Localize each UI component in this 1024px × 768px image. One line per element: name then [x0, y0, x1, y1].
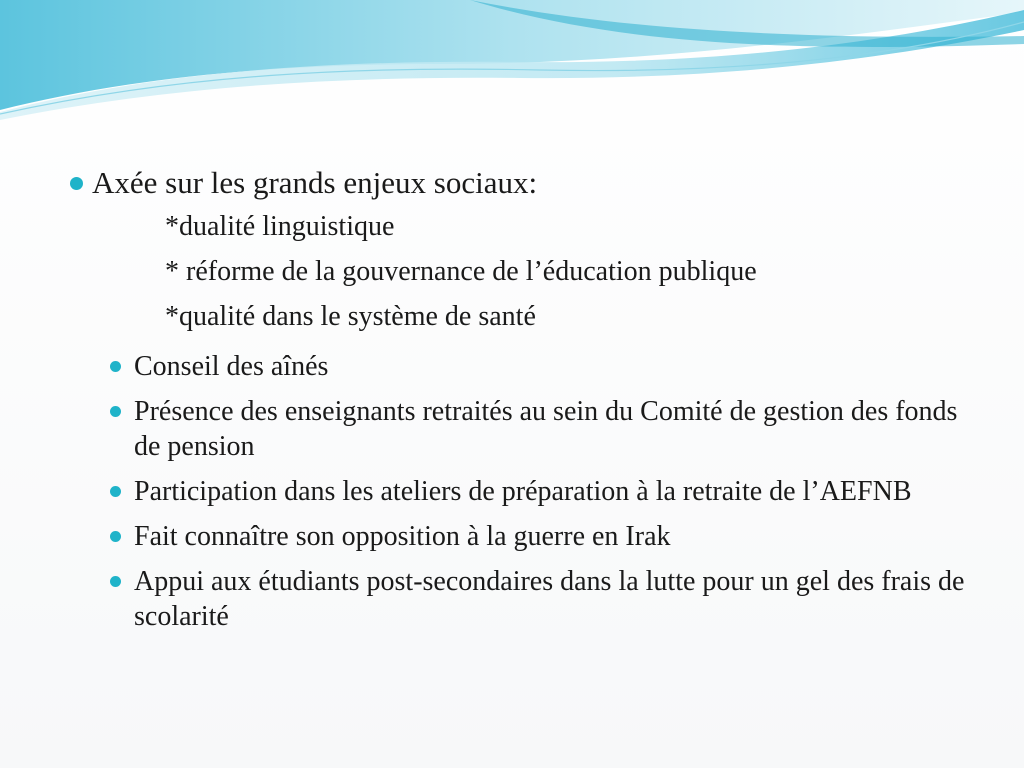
main-bullet-text: Axée sur les grands enjeux sociaux: — [92, 165, 538, 200]
list-item — [70, 564, 970, 634]
bullet-dot-icon — [70, 177, 83, 190]
list-item-text: Participation dans les ateliers de préparation à la retraite de l’AEFNB — [134, 476, 912, 507]
decorative-wave-header — [0, 0, 1024, 140]
bullet-dot-icon — [110, 576, 121, 587]
list-item-text: Fait connaître son opposition à la guerre en Irak — [134, 521, 671, 552]
main-bullet-item — [70, 162, 970, 204]
list-item — [70, 474, 970, 509]
list-item — [70, 349, 970, 384]
sub-item-governance: * réforme de la gouvernance de l’éducation publique — [165, 256, 757, 287]
bullet-dot-icon — [110, 531, 121, 542]
list-item-text: Présence des enseignants retraités au sein du Comité de gestion des fonds de pension — [134, 396, 958, 462]
slide-body — [70, 162, 970, 634]
sub-item-health: *qualité dans le système de santé — [165, 301, 536, 332]
bullet-dot-icon — [110, 486, 121, 497]
bullet-dot-icon — [110, 361, 121, 372]
list-item — [70, 394, 970, 464]
list-item-text: Conseil des aînés — [134, 351, 329, 382]
list-item-text: Appui aux étudiants post-secondaires dans la lutte pour un gel des frais de scolarité — [134, 566, 965, 632]
sub-item-linguistic: *dualité linguistique — [165, 211, 395, 242]
list-item — [70, 519, 970, 554]
bullet-dot-icon — [110, 406, 121, 417]
